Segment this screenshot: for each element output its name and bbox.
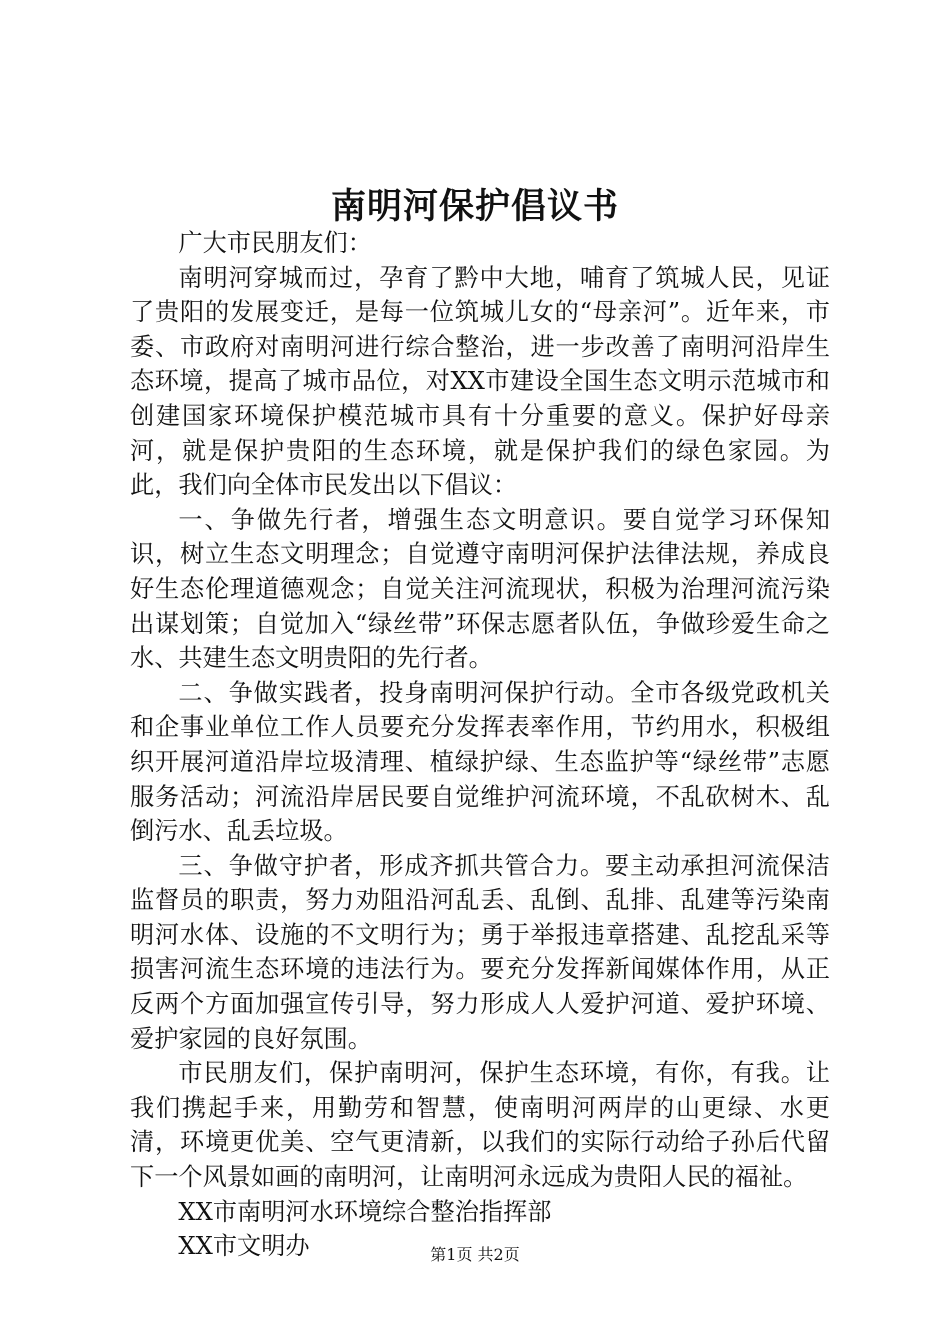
paragraph-first-proposal: 一、争做先行者，增强生态文明意识。要自觉学习环保知识，树立生态文明理念；自觉遵守南明河保护法律法规，养成良好生态伦理道德观念；自觉关注河流现状，积极为治理河流污染出谋划策；自觉加入“绿丝带”环保志愿者队伍，争做珍爱生命之水、共建生态文明贵阳的先行者。 (130, 505, 830, 673)
greeting: 广大市民朋友们： (178, 229, 372, 257)
paragraph-closing: 市民朋友们，保护南明河，保护生态环境，有你，有我。让我们携起手来，用勤劳和智慧，使南明河两岸的山更绿、水更清，环境更优美、空气更清新，以我们的实际行动给子孙后代留下一个风景如画的南明河，让南明河永远成为贵阳人民的福祉。 (130, 1059, 830, 1192)
signature-civilization-office: XX市文明办 (178, 1232, 310, 1261)
paragraph-third-proposal: 三、争做守护者，形成齐抓共管合力。要主动承担河流保洁监督员的职责，努力劝阻沿河乱丢、乱倒、乱排、乱建等污染南明河水体、设施的不文明行为；勇于举报违章搭建、乱挖乱采等损害河流生态环境的违法行为。要充分发挥新闻媒体作用，从正反两个方面加强宣传引导，努力形成人人爱护河道、爱护环境、爱护家园的良好氛围。 (130, 851, 830, 1053)
paragraph-second-proposal: 二、争做实践者，投身南明河保护行动。全市各级党政机关和企事业单位工作人员要充分发挥表率作用，节约用水，积极组织开展河道沿岸垃圾清理、植绿护绿、生态监护等“绿丝带”志愿服务活动；河流沿岸居民要自觉维护河流环境，不乱砍树木、乱倒污水、乱丢垃圾。 (130, 678, 830, 846)
paragraph-intro: 南明河穿城而过，孕育了黔中大地，哺育了筑城人民，见证了贵阳的发展变迁，是每一位筑城儿女的“母亲河”。近年来，市委、市政府对南明河进行综合整治，进一步改善了南明河沿岸生态环境，提高了城市品位，对XX市建设全国生态文明示范城市和创建国家环境保护模范城市具有十分重要的意义。保护好母亲河，就是保护贵阳的生态环境，就是保护我们的绿色家园。为此，我们向全体市民发出以下倡议： (130, 263, 830, 500)
signature-command-office: XX市南明河水环境综合整治指挥部 (178, 1197, 552, 1226)
document-body (130, 226, 830, 1264)
page-footer: 第1页 共2页 (430, 1245, 520, 1264)
document-title: 南明河保护倡议书 (330, 186, 619, 227)
